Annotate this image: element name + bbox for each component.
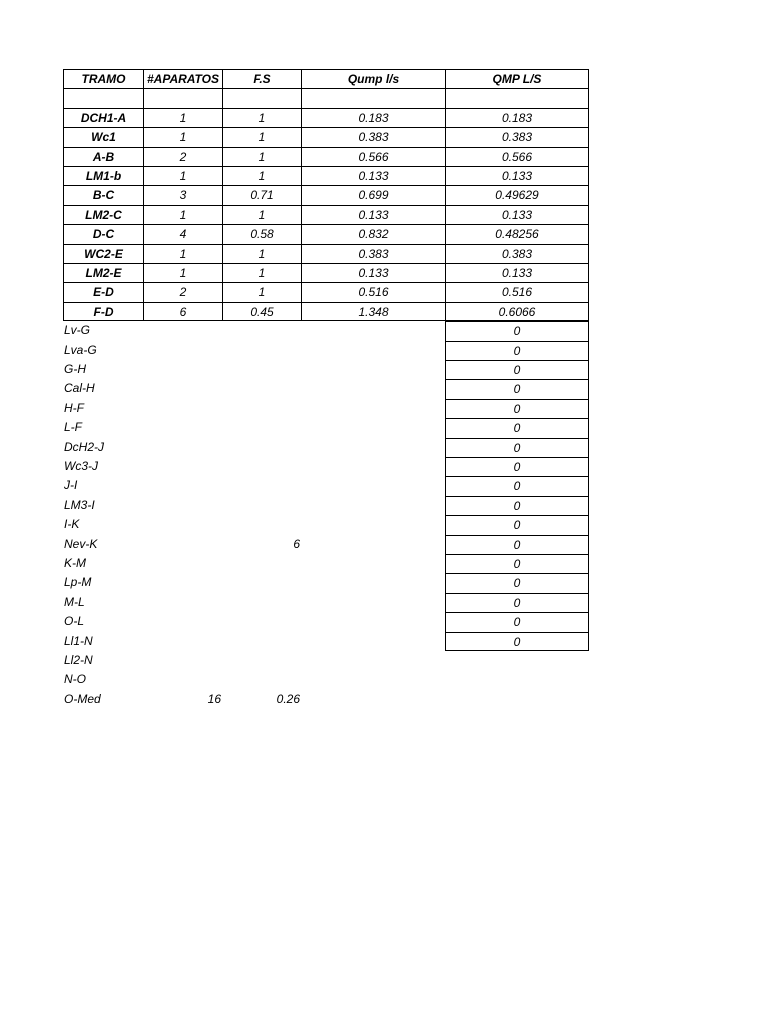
empty-cell[interactable]	[222, 88, 301, 107]
table-cell-aparatos[interactable]: 6	[143, 302, 222, 321]
table-cell-tramo[interactable]: LM2-E	[63, 263, 143, 282]
table-cell-aparatos[interactable]: 1	[143, 127, 222, 146]
table-cell-qmp[interactable]: 0.49629	[445, 185, 589, 204]
table-cell-tramo[interactable]: LM2-C	[63, 205, 143, 224]
fs-value: 0.26	[276, 691, 300, 706]
qmp-cell[interactable]: 0	[445, 438, 589, 457]
fs-value: 6	[293, 536, 300, 551]
table-cell-aparatos[interactable]: 3	[143, 185, 222, 204]
qmp-cell[interactable]: 0	[445, 360, 589, 379]
tramo-label: Wc3-J	[64, 459, 98, 473]
table-cell-fs[interactable]: 1	[222, 244, 301, 263]
table-cell-fs[interactable]: 1	[222, 108, 301, 127]
table-cell-tramo[interactable]: Wc1	[63, 127, 143, 146]
qmp-cell[interactable]: 0	[445, 554, 589, 573]
table-cell-qump[interactable]: 0.832	[301, 224, 445, 243]
table-cell-aparatos[interactable]: 1	[143, 205, 222, 224]
qmp-cell[interactable]: 0	[445, 612, 589, 631]
table-cell-fs[interactable]: 1	[222, 205, 301, 224]
empty-cell[interactable]	[143, 88, 222, 107]
table-cell-fs[interactable]: 1	[222, 127, 301, 146]
tramo-label: K-M	[64, 556, 86, 570]
table-cell-qmp[interactable]: 0.133	[445, 205, 589, 224]
table-cell-qmp[interactable]: 0.566	[445, 147, 589, 166]
qmp-cell[interactable]: 0	[445, 632, 589, 651]
tramo-label: DcH2-J	[64, 439, 105, 454]
tramo-label: G-H	[64, 362, 86, 376]
qmp-cell[interactable]: 0	[445, 399, 589, 418]
header-cell-fs[interactable]: F.S	[222, 69, 301, 88]
table-cell-aparatos[interactable]: 1	[143, 244, 222, 263]
table-cell-qmp[interactable]: 0.133	[445, 166, 589, 185]
table-cell-fs[interactable]: 1	[222, 282, 301, 301]
table-cell-fs[interactable]: 1	[222, 166, 301, 185]
table-cell-fs[interactable]: 1	[222, 263, 301, 282]
table-cell-tramo[interactable]: LM1-b	[63, 166, 143, 185]
table-cell-qump[interactable]: 1.348	[301, 302, 445, 321]
table-cell-qump[interactable]: 0.516	[301, 282, 445, 301]
qmp-cell[interactable]: 0	[445, 457, 589, 476]
tramo-label: Lv-G	[64, 323, 91, 338]
table-cell-qmp[interactable]: 0.6066	[445, 302, 589, 321]
tramo-label: Cal-H	[64, 381, 95, 396]
tramo-label: Lp-M	[64, 575, 92, 590]
table-cell-aparatos[interactable]: 1	[143, 166, 222, 185]
table-cell-qump[interactable]: 0.133	[301, 263, 445, 282]
qmp-cell[interactable]: 0	[445, 321, 589, 340]
table-cell-fs[interactable]: 1	[222, 147, 301, 166]
tramo-label: L-F	[64, 420, 82, 435]
table-cell-qump[interactable]: 0.133	[301, 205, 445, 224]
table-cell-qump[interactable]: 0.133	[301, 166, 445, 185]
table-cell-qmp[interactable]: 0.383	[445, 127, 589, 146]
empty-cell[interactable]	[301, 88, 445, 107]
tramo-label: O-L	[64, 614, 85, 629]
header-cell-tramo[interactable]: TRAMO	[63, 69, 143, 88]
table-cell-aparatos[interactable]: 2	[143, 147, 222, 166]
header-cell-aparatos[interactable]: #APARATOS	[143, 69, 222, 88]
tramo-label: Ll1-N	[64, 633, 93, 648]
table-cell-aparatos[interactable]: 1	[143, 263, 222, 282]
aparatos-value: 16	[207, 691, 221, 706]
table-cell-qmp[interactable]: 0.383	[445, 244, 589, 263]
header-cell-qmp[interactable]: QMP L/S	[445, 69, 589, 88]
table-cell-qump[interactable]: 0.183	[301, 108, 445, 127]
qmp-cell[interactable]: 0	[445, 573, 589, 592]
header-cell-qump[interactable]: Qump l/s	[301, 69, 445, 88]
tramo-label: N-O	[64, 672, 86, 687]
table-cell-fs[interactable]: 0.58	[222, 224, 301, 243]
tramo-label: Ll2-N	[64, 653, 93, 667]
table-cell-tramo[interactable]: D-C	[63, 224, 143, 243]
empty-cell[interactable]	[445, 88, 589, 107]
table-cell-tramo[interactable]: WC2-E	[63, 244, 143, 263]
tramo-label: H-F	[64, 400, 84, 415]
table-cell-aparatos[interactable]: 1	[143, 108, 222, 127]
qmp-cell[interactable]: 0	[445, 496, 589, 515]
table-cell-tramo[interactable]: B-C	[63, 185, 143, 204]
table-cell-qump[interactable]: 0.383	[301, 244, 445, 263]
tramo-label: O-Med	[64, 691, 101, 706]
tramo-label: LM3-I	[64, 497, 95, 512]
qmp-cell[interactable]: 0	[445, 535, 589, 554]
table-cell-tramo[interactable]: F-D	[63, 302, 143, 321]
table-cell-qmp[interactable]: 0.516	[445, 282, 589, 301]
qmp-cell[interactable]: 0	[445, 379, 589, 398]
table-cell-aparatos[interactable]: 4	[143, 224, 222, 243]
table-cell-aparatos[interactable]: 2	[143, 282, 222, 301]
tramo-label: J-I	[64, 478, 78, 493]
qmp-cell[interactable]: 0	[445, 476, 589, 495]
table-cell-qmp[interactable]: 0.48256	[445, 224, 589, 243]
table-cell-fs[interactable]: 0.45	[222, 302, 301, 321]
table-cell-qump[interactable]: 0.566	[301, 147, 445, 166]
table-cell-tramo[interactable]: E-D	[63, 282, 143, 301]
tramo-label: I-K	[64, 517, 80, 532]
qmp-cell[interactable]: 0	[445, 515, 589, 534]
empty-cell[interactable]	[63, 88, 143, 107]
table-cell-qump[interactable]: 0.383	[301, 127, 445, 146]
tramo-label: Lva-G	[64, 342, 97, 357]
qmp-cell[interactable]: 0	[445, 341, 589, 360]
tramo-label: Nev-K	[64, 536, 98, 551]
table-cell-qmp[interactable]: 0.133	[445, 263, 589, 282]
qmp-cell[interactable]: 0	[445, 593, 589, 612]
tramo-label: M-L	[64, 594, 85, 609]
table-cell-qmp[interactable]: 0.183	[445, 108, 589, 127]
table-cell-tramo[interactable]: DCH1-A	[63, 108, 143, 127]
table-cell-fs[interactable]: 0.71	[222, 185, 301, 204]
table-cell-tramo[interactable]: A-B	[63, 147, 143, 166]
table-cell-qump[interactable]: 0.699	[301, 185, 445, 204]
qmp-cell[interactable]: 0	[445, 418, 589, 437]
